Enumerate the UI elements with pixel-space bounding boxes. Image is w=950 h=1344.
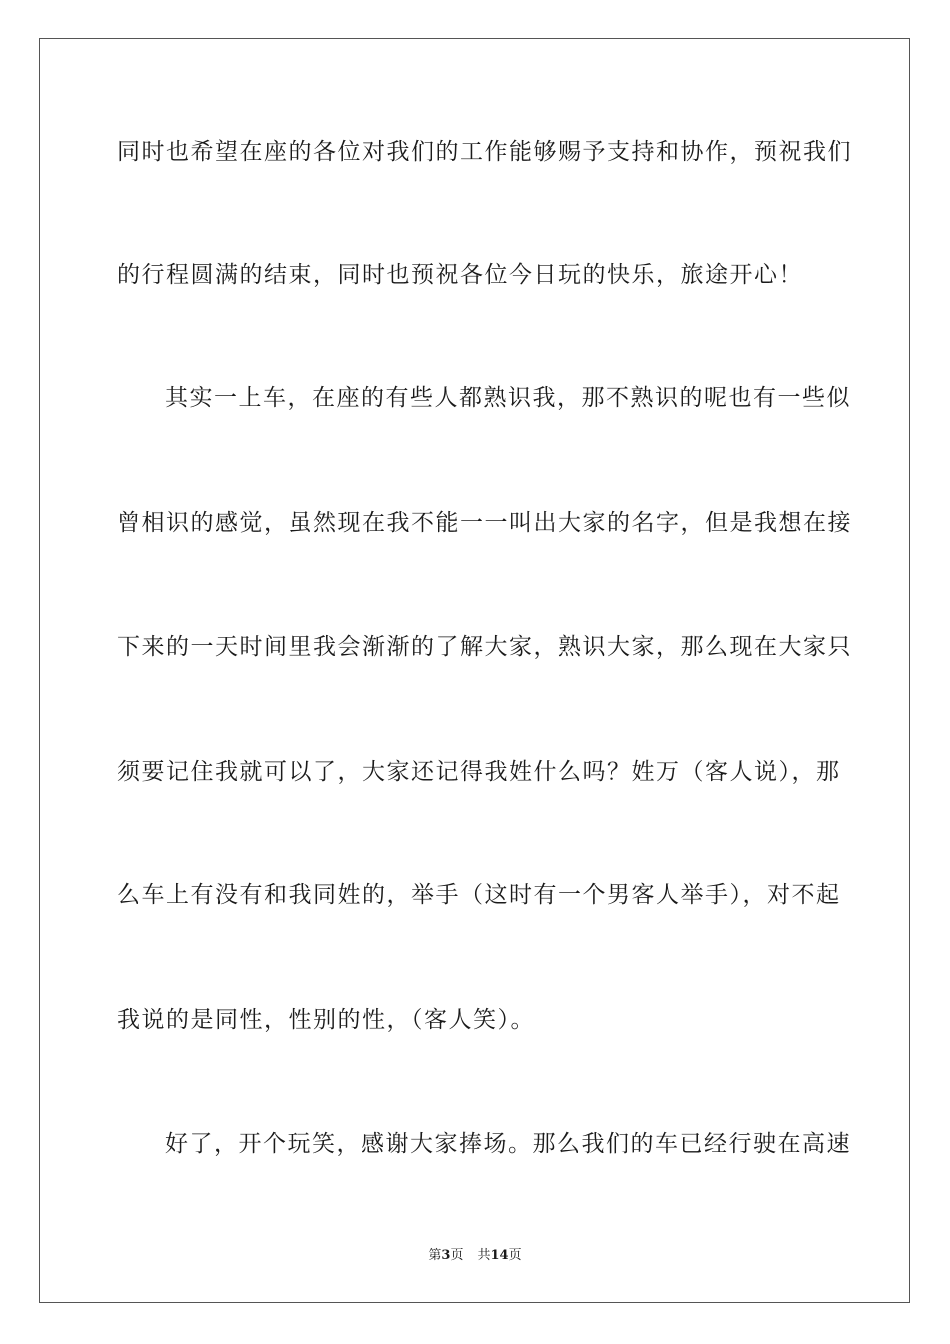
body-text-line-1: 同时也希望在座的各位对我们的工作能够赐予支持和协作，预祝我们: [117, 139, 852, 165]
total-suffix: 页: [508, 1248, 522, 1263]
page-suffix: 页: [450, 1248, 464, 1263]
page-prefix: 第: [428, 1248, 442, 1263]
body-text-line-5: 下来的一天时间里我会渐渐的了解大家，熟识大家，那么现在大家只: [117, 634, 852, 660]
body-text-line-6: 须要记住我就可以了，大家还记得我姓什么吗？姓万（客人说），那: [117, 759, 841, 785]
body-text-line-7: 么车上有没有和我同姓的，举手（这时有一个男客人举手），对不起: [117, 882, 841, 908]
body-text-line-2: 的行程圆满的结束，同时也预祝各位今日玩的快乐，旅途开心！: [117, 262, 803, 288]
body-text-line-3: 其实一上车，在座的有些人都熟识我，那不熟识的呢也有一些似: [165, 385, 851, 411]
body-text-line-8: 我说的是同性，性别的性，（客人笑）。: [117, 1007, 535, 1033]
page-border: [39, 38, 910, 1303]
body-text-line-9: 好了，开个玩笑，感谢大家捧场。那么我们的车已经行驶在高速: [165, 1131, 851, 1157]
page-number: 3: [441, 1248, 451, 1263]
page-footer: [0, 1247, 950, 1265]
body-text-line-4: 曾相识的感觉，虽然现在我不能一一叫出大家的名字，但是我想在接: [117, 510, 852, 536]
total-pages: 14: [490, 1248, 509, 1263]
total-prefix: 共: [477, 1248, 491, 1263]
